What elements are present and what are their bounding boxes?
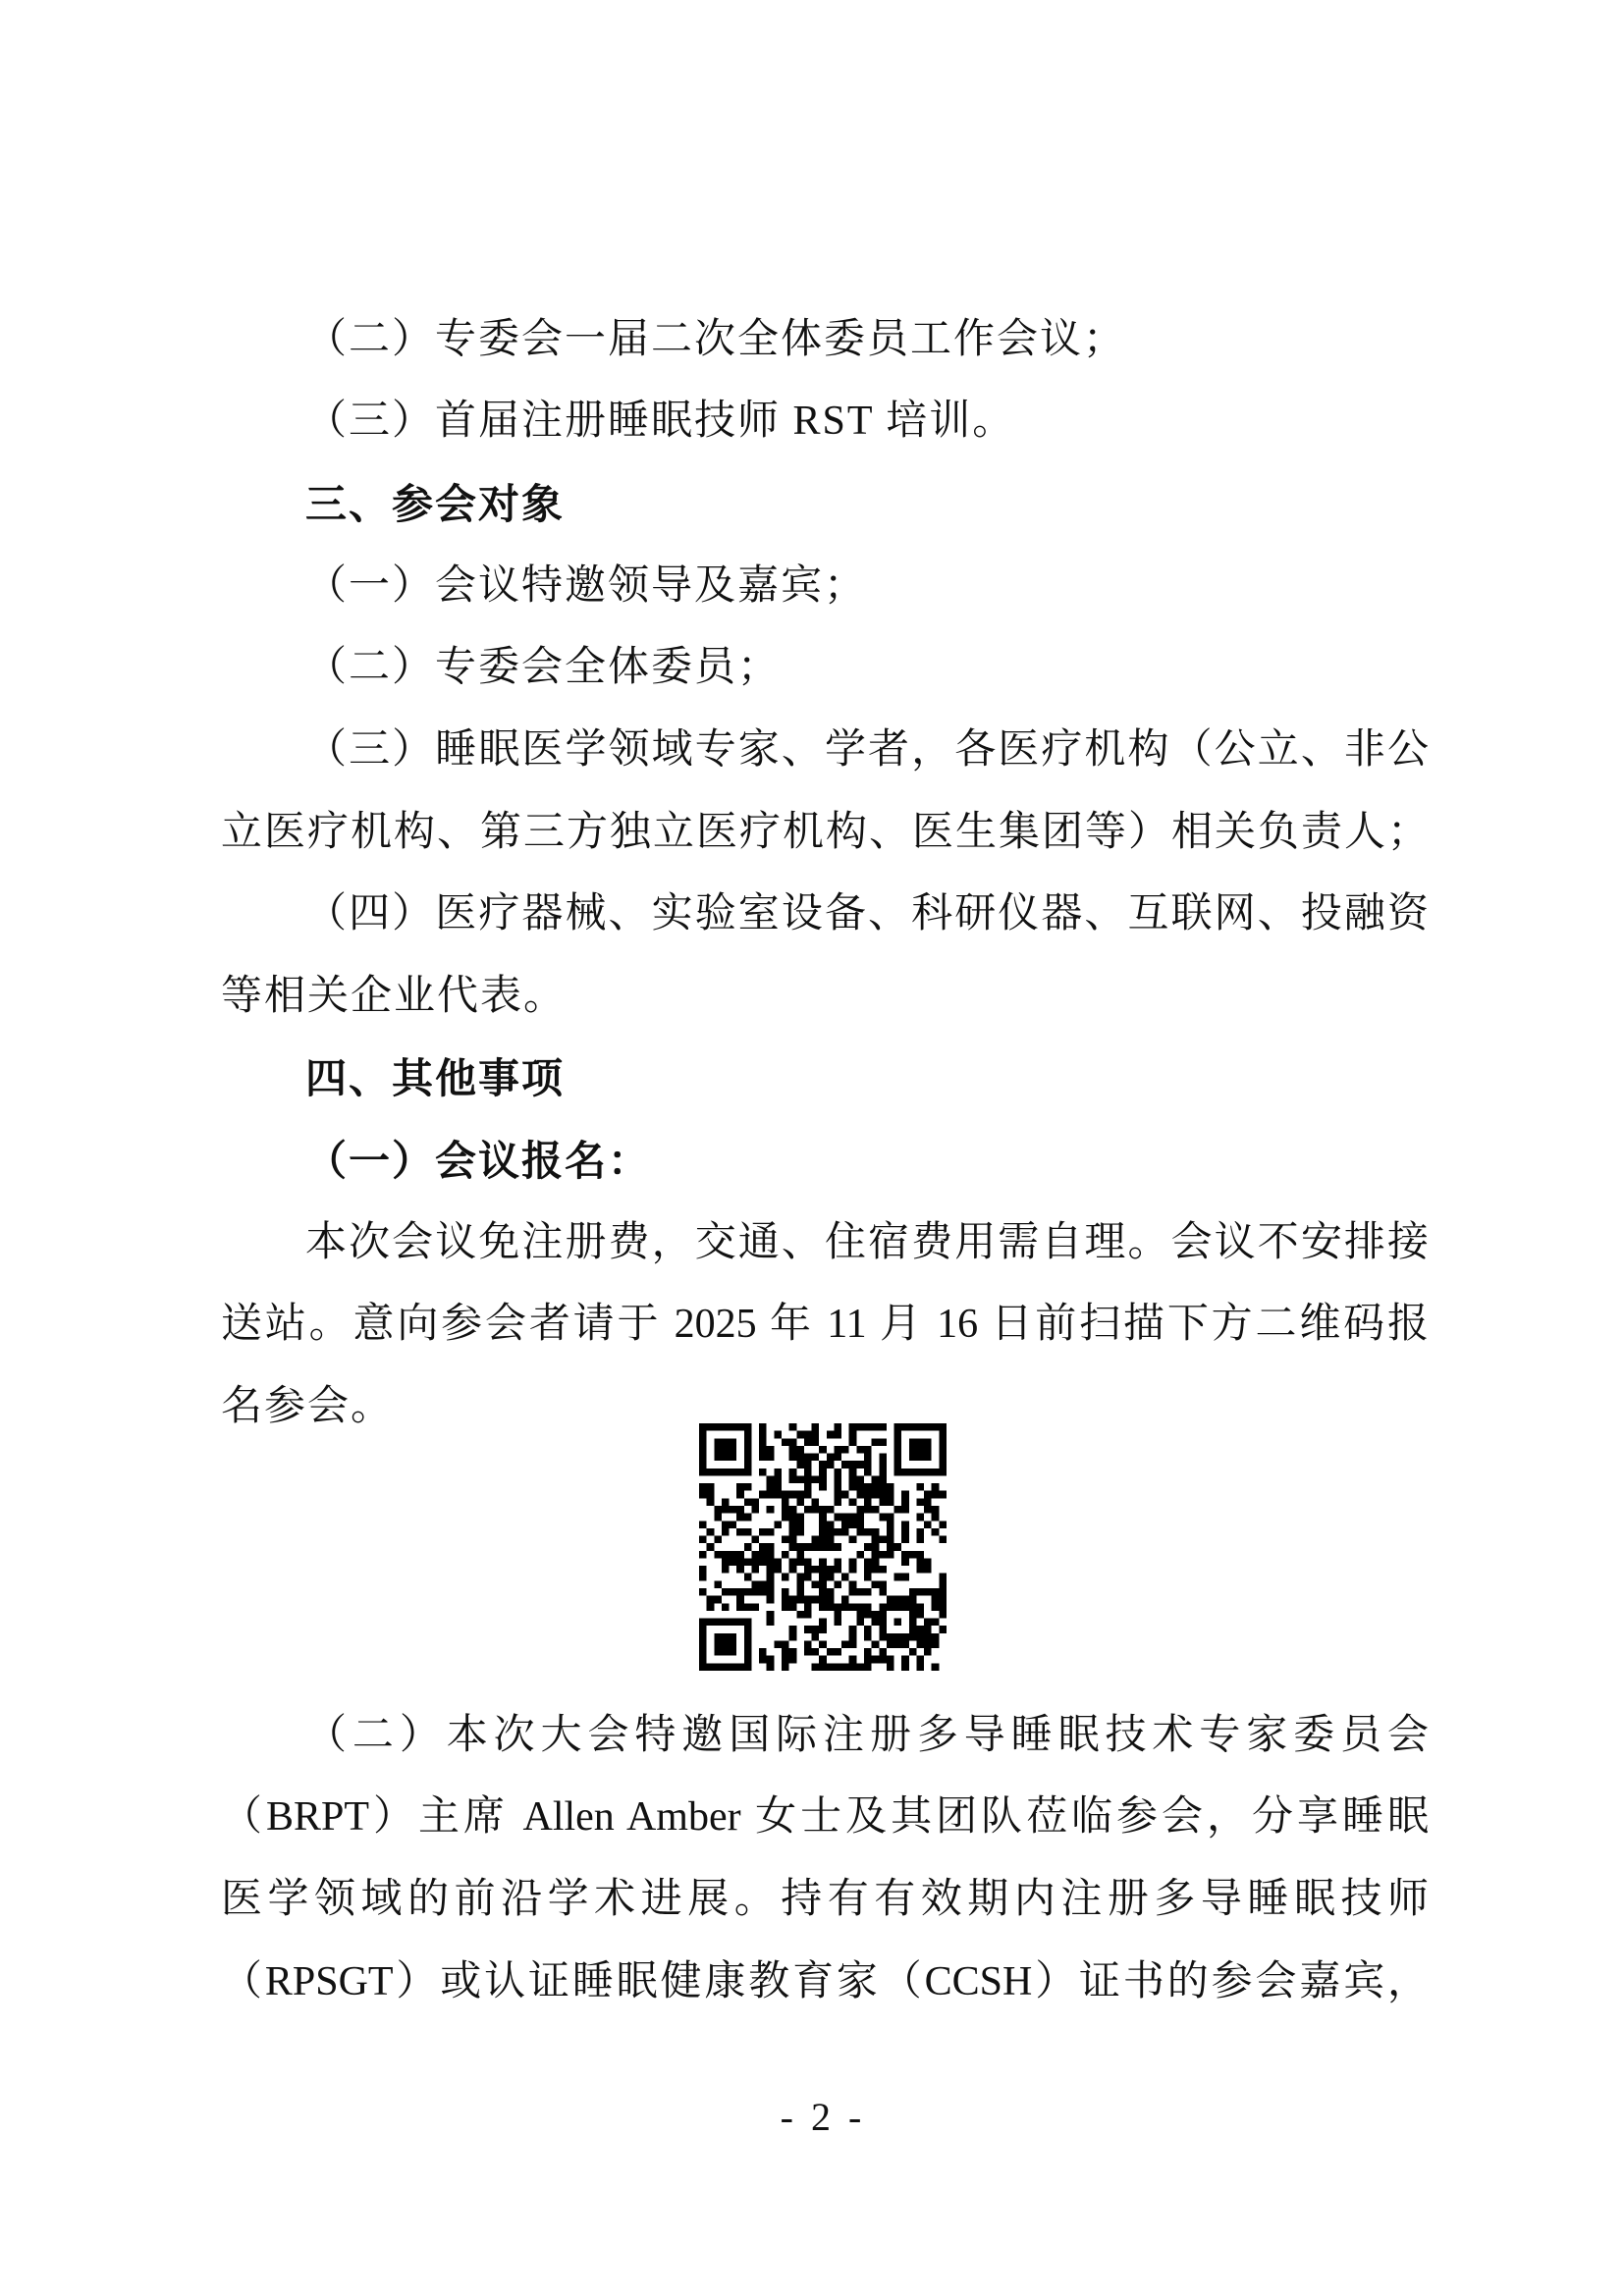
- attendee-item-continued: 等相关企业代表。: [221, 973, 568, 1019]
- section-heading-attendees: 三、参会对象: [305, 479, 566, 528]
- qr-finder-pattern-center: [909, 1438, 932, 1461]
- page-number: - 2 -: [780, 2095, 866, 2139]
- attendee-item-continued: 立医疗机构、第三方独立医疗机构、医生集团等）相关负责人；: [221, 809, 1429, 855]
- qr-finder-pattern-center: [714, 1438, 736, 1461]
- attendee-item: （三）睡眠医学领域专家、学者，各医疗机构（公立、非公: [305, 726, 1429, 773]
- qr-finder-pattern-center: [714, 1632, 736, 1655]
- qr-code-container: [221, 1449, 1429, 1695]
- guest-paragraph-line: 医学领域的前沿学术进展。持有有效期内注册多导睡眠技师: [221, 1876, 1429, 1922]
- registration-qr-code: [699, 1423, 947, 1671]
- guest-paragraph-line: （BRPT）主席 Allen Amber 女士及其团队莅临参会，分享睡眠: [221, 1794, 1429, 1841]
- guest-paragraph-line: （RPSGT）或认证睡眠健康教育家（CCSH）证书的参会嘉宾，: [221, 1958, 1429, 2004]
- registration-paragraph-line: 送站。意向参会者请于 2025 年 11 月 16 日前扫描下方二维码报: [221, 1302, 1429, 1348]
- agenda-item: （二）专委会一届二次全体委员工作会议；: [305, 316, 1127, 362]
- registration-heading: （一）会议报名：: [305, 1137, 652, 1186]
- section-heading-other: 四、其他事项: [305, 1054, 566, 1103]
- page-body: [221, 299, 1429, 2023]
- qr-alignment-pattern-center: [894, 1618, 902, 1626]
- guest-paragraph-line: （二）本次大会特邀国际注册多导睡眠技术专家委员会: [305, 1712, 1429, 1758]
- attendee-item: （一）会议特邀领导及嘉宾；: [305, 562, 868, 609]
- registration-paragraph-line: 名参会。: [221, 1384, 395, 1430]
- attendee-item: （二）专委会全体委员；: [305, 645, 782, 691]
- registration-paragraph-line: 本次会议免注册费，交通、住宿费用需自理。会议不安排接: [305, 1219, 1429, 1265]
- agenda-item: （三）首届注册睡眠技师 RST 培训。: [305, 399, 1016, 445]
- attendee-item: （四）医疗器械、实验室设备、科研仪器、互联网、投融资: [305, 891, 1429, 937]
